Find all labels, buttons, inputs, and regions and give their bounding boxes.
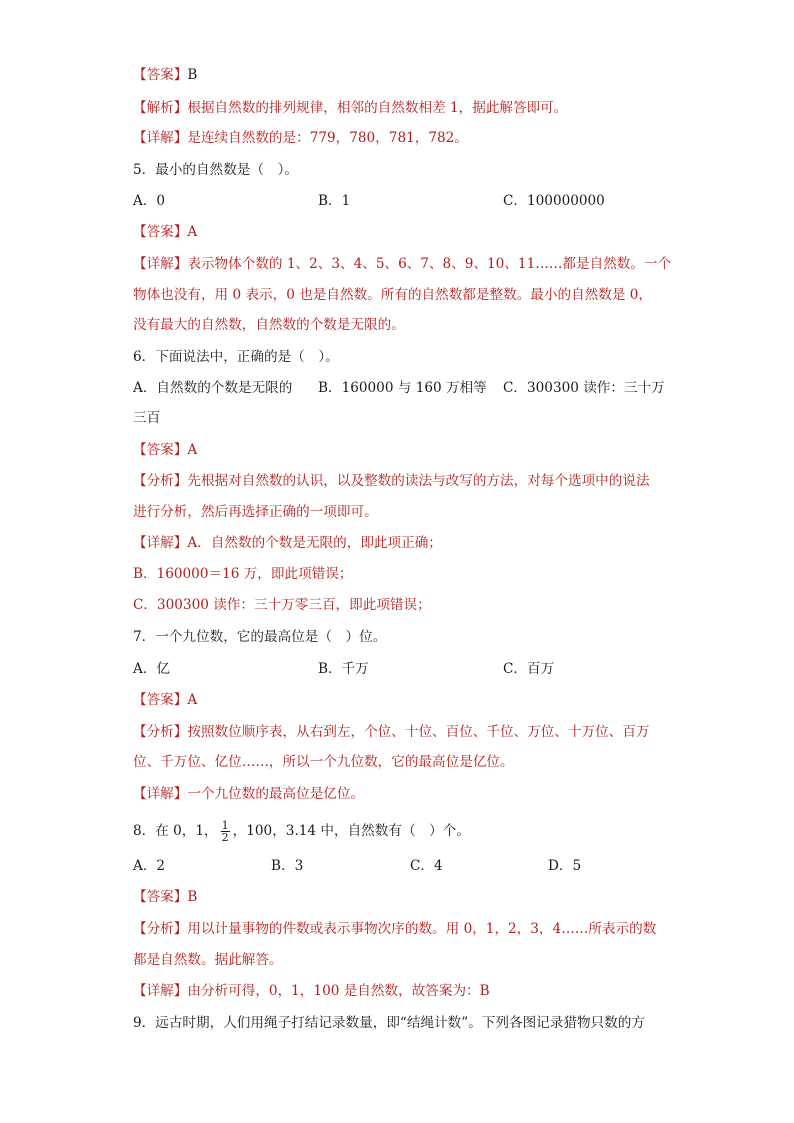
detail-text: 表示物体个数的 1、2、3、4、5、6、7、8、9、10、11……都是自然数。一个	[187, 256, 672, 272]
option-a: A．0	[133, 193, 166, 209]
detail-text: A．自然数的个数是无限的，即此项正确；	[187, 535, 442, 551]
q4-analysis	[133, 98, 662, 118]
q7-stem: 7．一个九位数，它的最高位是（ ）位。	[133, 629, 387, 645]
option-c: C．100000000	[503, 193, 605, 209]
q5-detail-line-3: 没有最大的自然数，自然数的个数是无限的。	[133, 317, 405, 333]
option-b: B．3	[271, 858, 304, 874]
answer-tag: 【答案】	[133, 442, 188, 458]
option-b: B．1	[318, 193, 351, 209]
q7-detail	[133, 784, 662, 804]
detail-tag: 【详解】	[133, 535, 188, 551]
option-d: D．5	[548, 858, 582, 874]
q8-detail	[133, 981, 662, 1001]
analysis-text: 先根据对自然数的认识，以及整数的读法与改写的方法，对每个选项中的说法	[187, 473, 650, 489]
q4-answer	[133, 65, 662, 85]
analysis-text: 用以计量事物的件数或表示事物次序的数。用 0，1，2，3，4……所表示的数	[187, 921, 657, 937]
analysis-text: 按照数位顺序表，从右到左，个位、十位、百位、千位、万位、十万位、百万	[187, 724, 650, 740]
analysis-tag: 【分析】	[133, 724, 188, 740]
option-b: B．160000 与 160 万相等	[318, 380, 487, 396]
answer-tag: 【答案】	[133, 889, 188, 905]
q6-analysis-line-2: 进行分析，然后再选择正确的一项即可。	[133, 504, 378, 520]
q6-answer	[133, 440, 662, 460]
q8-answer	[133, 887, 662, 907]
q5-detail-line-1	[133, 254, 672, 274]
detail-text: 是连续自然数的是：779，780，781，782。	[187, 130, 468, 146]
q6-detail-line-2: B．160000＝16 万，即此项错误；	[133, 566, 353, 582]
answer-value: B	[187, 889, 198, 905]
q6-detail-line-3: C．300300 读作：三十万零三百，即此项错误；	[133, 597, 431, 613]
fraction-one-half	[221, 820, 230, 843]
q8-stem	[133, 816, 662, 846]
analysis-tag: 【分析】	[133, 921, 188, 937]
analysis-text: 根据自然数的排列规律，相邻的自然数相差 1，据此解答即可。	[187, 100, 568, 116]
analysis-tag: 【分析】	[133, 473, 188, 489]
option-c: C．300300 读作：三十万	[503, 380, 665, 396]
answer-tag: 【答案】	[133, 692, 188, 708]
q8-analysis-line-1	[133, 919, 662, 939]
answer-tag: 【答案】	[133, 67, 188, 83]
q6-stem: 6．下面说法中，正确的是（ ）。	[133, 349, 339, 365]
analysis-tag: 【解析】	[133, 100, 188, 116]
detail-tag: 【详解】	[133, 983, 188, 999]
stem-text-pre: 8．在 0，1，	[133, 823, 218, 839]
q5-detail-line-2: 物体也没有，用 0 表示，0 也是自然数。所有的自然数都是整数。最小的自然数是 0，	[133, 287, 653, 303]
q7-analysis-line-2: 位、千万位、亿位……，所以一个九位数，它的最高位是亿位。	[133, 754, 514, 770]
fraction-numerator: 1	[221, 819, 229, 832]
detail-tag: 【详解】	[133, 130, 188, 146]
option-a: A．2	[133, 858, 166, 874]
q7-answer	[133, 690, 662, 710]
option-c: C．4	[410, 858, 443, 874]
answer-value: A	[187, 224, 198, 240]
option-a: A．自然数的个数是无限的	[133, 380, 293, 396]
stem-text-post: ，100，3.14 中，自然数有（ ）个。	[232, 823, 470, 839]
answer-value: B	[187, 67, 198, 83]
q6-option-c-continued: 三百	[133, 410, 161, 426]
answer-value: A	[187, 442, 198, 458]
answer-value: A	[187, 692, 198, 708]
fraction-denominator: 2	[221, 831, 229, 844]
q4-detail	[133, 128, 662, 148]
q9-stem: 9．远古时期，人们用绳子打结记录数量，即“结绳计数”。下列各图记录猎物只数的方	[133, 1015, 645, 1031]
q5-answer	[133, 222, 662, 242]
detail-text: 由分析可得，0，1，100 是自然数，故答案为：B	[187, 983, 490, 999]
q6-detail-line-1	[133, 533, 662, 553]
q7-analysis-line-1	[133, 722, 662, 742]
q8-analysis-line-2: 都是自然数。据此解答。	[133, 952, 283, 968]
q6-analysis-line-1	[133, 471, 662, 491]
detail-text: 一个九位数的最高位是亿位。	[187, 786, 365, 802]
answer-tag: 【答案】	[133, 224, 188, 240]
option-c: C．百万	[503, 661, 555, 677]
detail-tag: 【详解】	[133, 256, 188, 272]
option-a: A．亿	[133, 661, 171, 677]
q5-stem: 5．最小的自然数是（ ）。	[133, 162, 298, 178]
detail-tag: 【详解】	[133, 786, 188, 802]
option-b: B．千万	[318, 661, 369, 677]
